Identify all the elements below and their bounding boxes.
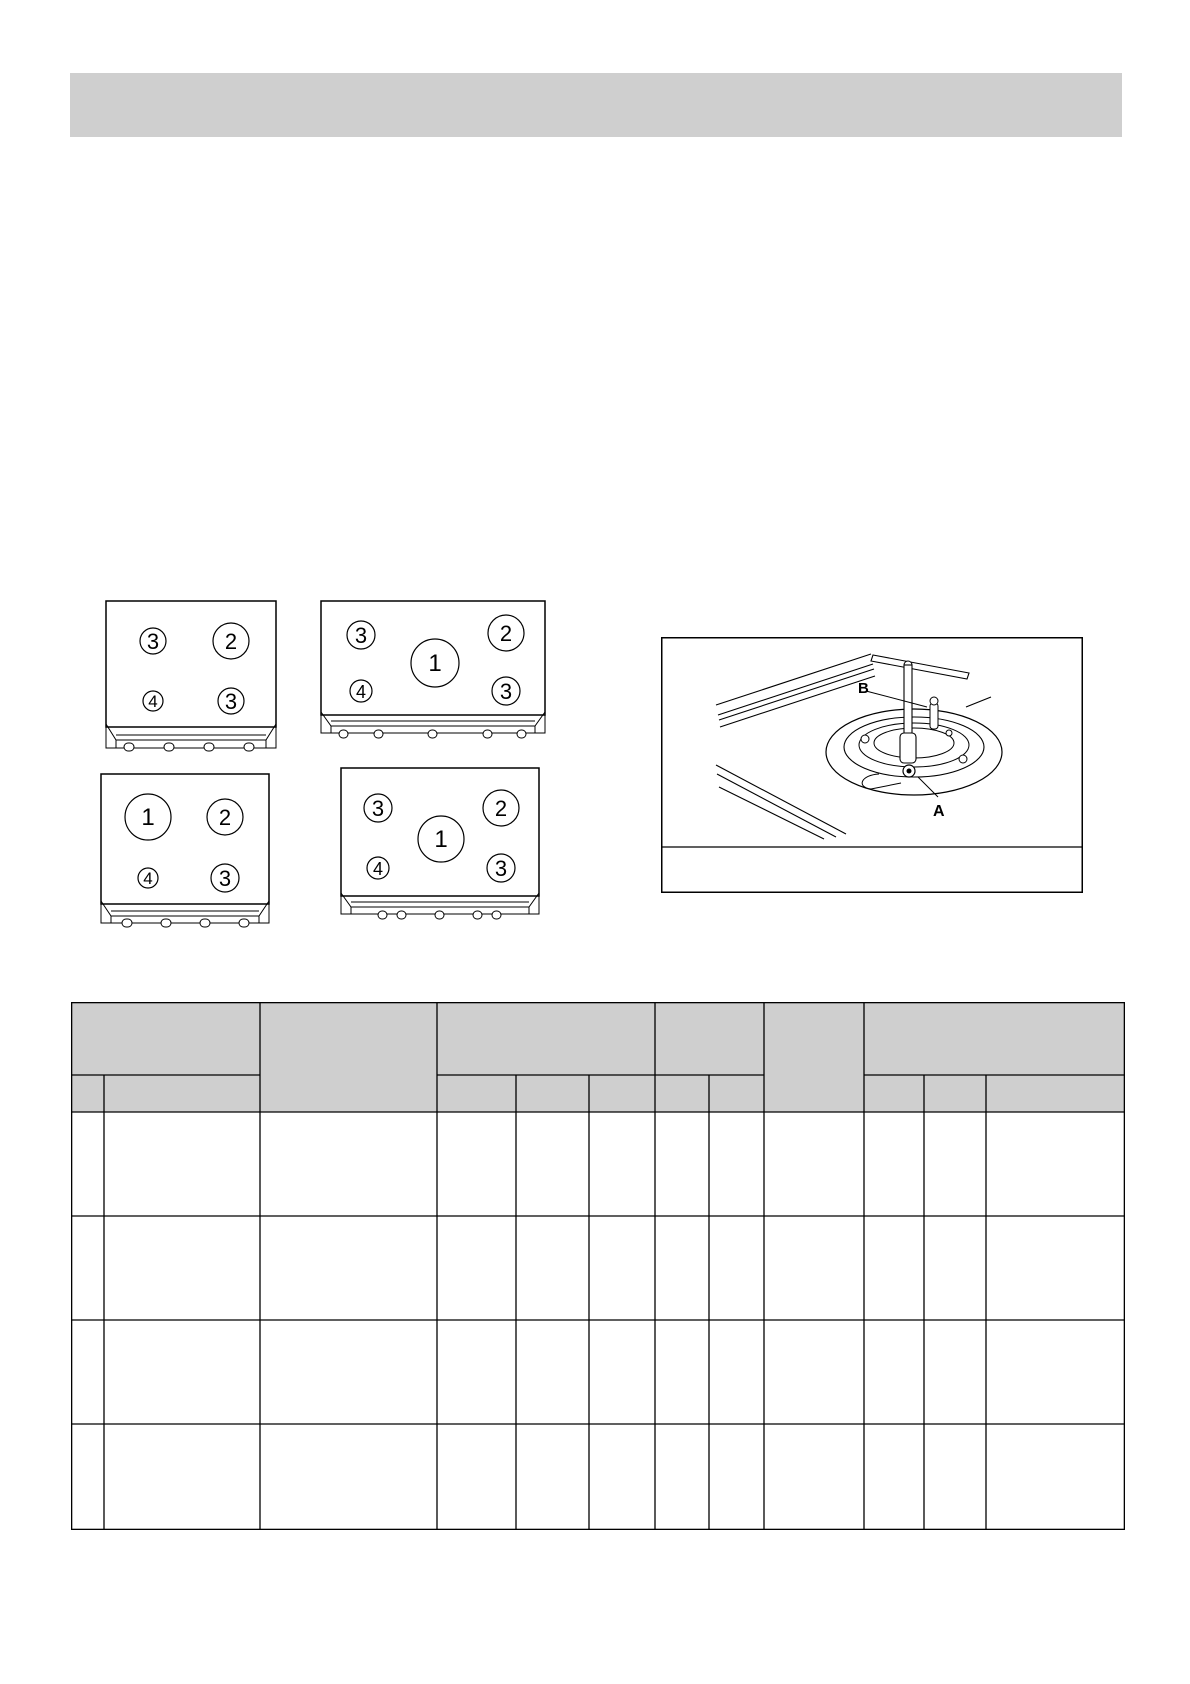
hob-layout-five-burner-a (318, 600, 548, 740)
burner-3 (140, 628, 166, 654)
svg-text:4: 4 (355, 682, 367, 702)
burner-2 (207, 799, 243, 835)
svg-text:4: 4 (143, 869, 153, 888)
svg-text:2: 2 (494, 796, 508, 821)
svg-text:3: 3 (224, 689, 238, 714)
hob-layout-five-burner-b (338, 767, 544, 923)
svg-text:2: 2 (218, 805, 232, 830)
burner-2 (483, 790, 519, 826)
burner-1 (418, 816, 464, 862)
burner-3 (492, 677, 520, 705)
svg-text:3: 3 (146, 629, 160, 654)
svg-text:3: 3 (371, 796, 385, 821)
burner-4 (143, 691, 163, 711)
burner-2 (213, 623, 249, 659)
burner-3 (218, 688, 244, 714)
svg-text:4: 4 (372, 859, 384, 879)
svg-text:2: 2 (499, 621, 513, 646)
burner-4 (350, 680, 372, 702)
callout-a: A (933, 803, 945, 820)
hob-layout-four-burner-a (103, 600, 279, 752)
svg-text:1: 1 (428, 650, 442, 677)
burner-3 (211, 864, 239, 892)
burner-spec-table (71, 1002, 1125, 1530)
svg-text:4: 4 (148, 692, 158, 711)
burner-2 (488, 615, 524, 651)
burner-1 (125, 794, 171, 840)
svg-text:3: 3 (499, 679, 513, 704)
burner-3 (364, 794, 392, 822)
svg-text:3: 3 (354, 623, 368, 648)
injector-detail-figure (661, 637, 1083, 893)
callout-b: B (858, 680, 869, 697)
svg-text:2: 2 (224, 629, 238, 654)
hob-layout-four-burner-b (98, 773, 274, 931)
burner-3 (347, 621, 375, 649)
svg-text:1: 1 (434, 826, 448, 853)
burner-4 (367, 857, 389, 879)
burner-3 (487, 854, 515, 882)
burner-1 (411, 639, 459, 687)
svg-text:3: 3 (494, 856, 508, 881)
burner-4 (138, 868, 158, 888)
section-header-bar (70, 73, 1122, 137)
svg-text:3: 3 (218, 866, 232, 891)
svg-text:1: 1 (141, 804, 155, 831)
